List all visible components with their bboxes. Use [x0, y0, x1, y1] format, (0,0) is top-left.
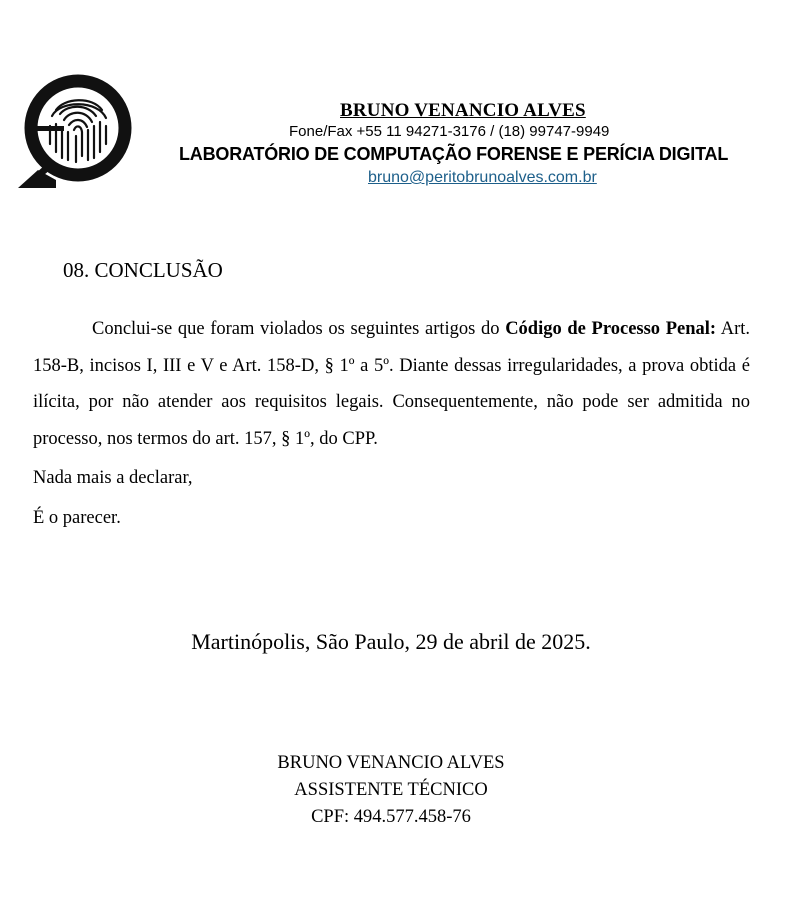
signature-block	[0, 750, 782, 831]
conclusion-lead-text: Conclui-se que foram violados os seguintes artigos do	[92, 319, 506, 339]
fingerprint-magnifier-logo	[16, 70, 140, 192]
signature-role: ASSISTENTE TÉCNICO	[294, 780, 488, 800]
letterhead-email-link[interactable]: bruno@peritobrunoalves.com.br	[368, 169, 597, 186]
conclusion-paragraph	[33, 311, 750, 457]
code-reference-bold: Código de Processo Penal:	[505, 319, 717, 339]
letterhead-phone: Fone/Fax +55 11 94271-3176 / (18) 99747-9949	[289, 123, 610, 140]
signature-cpf: CPF: 494.577.458-76	[311, 807, 471, 827]
conclusion-rest-text: Art. 158-B, incisos I, III e V e Art. 158-D, § 1º a 5º. Diante dessas irregularidades, a prova obtida é ilícita, por não atender aos requisitos legais. Consequentemente, não pode ser admitida no processo, nos termos do art. 157, § 1º, do CPP.	[33, 319, 751, 449]
signature-name: BRUNO VENANCIO ALVES	[277, 753, 505, 773]
closing-line: Nada mais a declarar,	[33, 468, 193, 488]
opinion-line: É o parecer.	[33, 507, 121, 528]
document-body	[33, 311, 750, 536]
place-date: Martinópolis, São Paulo, 29 de abril de 2025.	[191, 629, 591, 654]
letterhead-name: BRUNO VENANCIO ALVES	[340, 100, 586, 121]
section-title: 08. CONCLUSÃO	[63, 258, 223, 282]
fingerprint-icon	[16, 70, 140, 192]
letterhead-lab-name: LABORATÓRIO DE COMPUTAÇÃO FORENSE E PERÍCIA DIGITAL	[179, 144, 729, 164]
